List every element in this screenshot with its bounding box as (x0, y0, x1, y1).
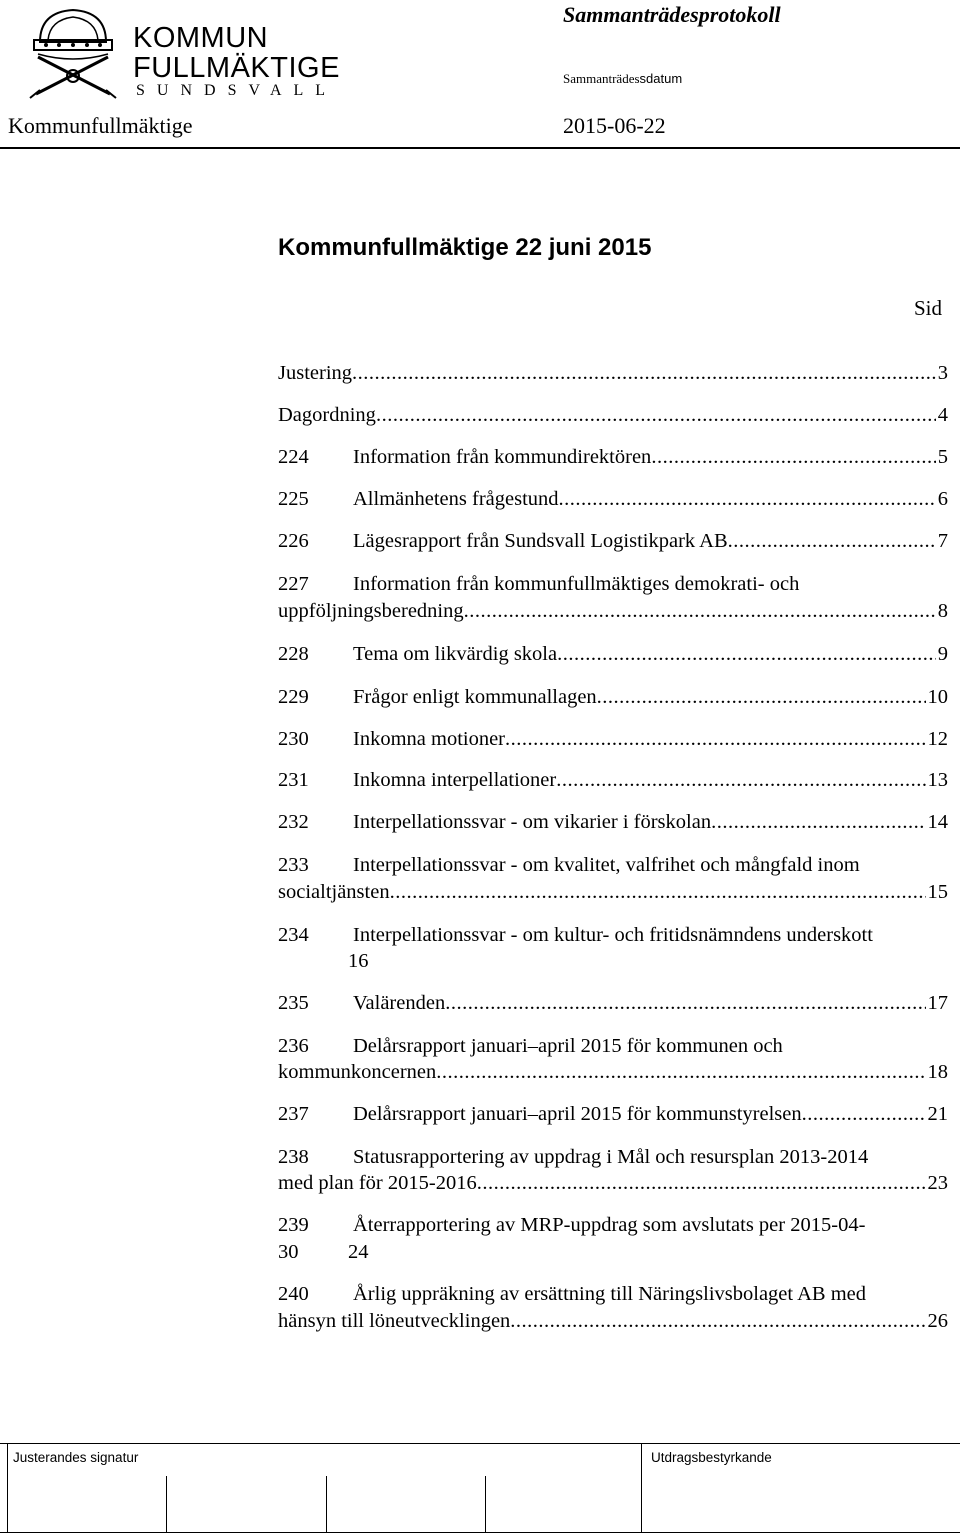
toc-entry-number: 238 (278, 1146, 309, 1168)
toc-entry-text: Valärenden (353, 992, 446, 1014)
signature-table (0, 1443, 960, 1533)
toc-entry-page: 18 (927, 1061, 948, 1083)
signature-box-3[interactable] (327, 1476, 485, 1532)
toc-entry-page: 17 (927, 992, 948, 1014)
toc-entry-text: Tema om likvärdig skola (353, 643, 558, 665)
toc-entry-first-line[interactable] (278, 1212, 865, 1238)
toc-entry[interactable] (278, 767, 948, 793)
toc-entry-page: 10 (927, 686, 948, 708)
toc-entry-text: Inkomna motioner (353, 728, 506, 750)
toc-entry-number: 233 (278, 854, 309, 876)
toc-entry-number: 239 (278, 1214, 309, 1236)
toc-entry-number: 230 (278, 728, 309, 750)
toc-entry[interactable] (278, 1170, 948, 1196)
toc-entry[interactable] (278, 1101, 948, 1127)
toc-entry-page: 12 (927, 728, 948, 750)
toc-entry-page: 3 (937, 362, 948, 384)
toc-entry-text-cont: hänsyn till löneutvecklingen (278, 1310, 511, 1332)
toc-entry-text-cont: socialtjänsten (278, 881, 390, 903)
toc-entry[interactable] (278, 1059, 948, 1085)
toc-entry-number: 232 (278, 811, 309, 833)
toc-entry[interactable] (278, 879, 948, 905)
toc-entry[interactable] (278, 990, 948, 1016)
document-title: Kommunfullmäktige 22 juni 2015 (278, 234, 652, 261)
toc-entry[interactable] (278, 641, 948, 667)
toc-entry-number: 236 (278, 1035, 309, 1057)
toc-entry-number: 235 (278, 992, 309, 1014)
toc-entry[interactable] (278, 528, 948, 554)
toc-entry-page: 14 (927, 811, 948, 833)
toc-entry-number: 237 (278, 1103, 309, 1125)
toc-entry-page: 4 (937, 404, 948, 426)
toc-entry[interactable] (278, 1308, 948, 1334)
toc-entry[interactable] (278, 598, 948, 624)
toc-entry-page: 21 (927, 1103, 948, 1125)
toc-entry-number: 240 (278, 1283, 309, 1305)
toc-entry-page: 24 (348, 1241, 369, 1263)
toc-entry-first-line[interactable] (278, 1144, 868, 1170)
toc-entry-text: Lägesrapport från Sundsvall Logistikpark AB (353, 530, 728, 552)
toc-entry-text: Årlig uppräkning av ersättning till Näringslivsbolaget AB med (353, 1283, 866, 1305)
toc-entry-text: Frågor enligt kommunallagen (353, 686, 597, 708)
toc-entry-number: 227 (278, 573, 309, 595)
toc-entry[interactable] (278, 444, 948, 470)
toc-entry-page: 7 (937, 530, 948, 552)
toc-entry-page: 15 (927, 881, 948, 903)
toc-entry-page: 26 (927, 1310, 948, 1332)
signature-label: Justerandes signatur (13, 1450, 139, 1465)
toc-entry-text: Statusrapportering av uppdrag i Mål och resursplan 2013-2014 (353, 1146, 869, 1168)
logo-line-2: FULLMÄKTIGE (133, 52, 340, 84)
signature-box-1[interactable] (8, 1476, 166, 1532)
date-label-a: Sammanträdes (563, 71, 640, 86)
toc-entry-text-cont: uppföljningsberedning (278, 600, 464, 622)
toc-entry-text-cont: med plan för 2015-2016 (278, 1172, 477, 1194)
toc-entry-text: Återrapportering av MRP-uppdrag som avslutats per 2015-04- (353, 1214, 866, 1236)
toc-entry-text: Information från kommundirektören (353, 446, 652, 468)
signature-box-2[interactable] (167, 1476, 326, 1532)
protocol-title: Sammanträdesprotokoll (563, 2, 781, 27)
toc-entry-page: 9 (937, 643, 948, 665)
toc-entry[interactable] (278, 684, 948, 710)
date-label-b: sdatum (639, 71, 683, 86)
toc-entry-text: Dagordning (278, 404, 376, 426)
toc-entry[interactable] (278, 486, 948, 512)
toc-entry-text-cont: 30 (278, 1241, 299, 1263)
toc-entry[interactable] (278, 402, 948, 428)
toc-entry[interactable] (278, 726, 948, 752)
toc-entry-text: Delårsrapport januari–april 2015 för kommunen och (353, 1035, 783, 1057)
date-label (563, 71, 682, 87)
crest-icon (18, 2, 128, 102)
toc-entry-first-line[interactable] (278, 1281, 866, 1307)
meeting-date: 2015-06-22 (563, 113, 666, 138)
logo-line-1: KOMMUN (133, 22, 269, 54)
toc-entry-text: Inkomna interpellationer (353, 769, 557, 791)
toc-entry-first-line[interactable] (278, 922, 873, 948)
certification-label: Utdragsbestyrkande (651, 1450, 772, 1465)
toc-entry-text: Interpellationssvar - om kvalitet, valfrihet och mångfald inom (353, 854, 860, 876)
toc-entry-number: 229 (278, 686, 309, 708)
page-column-label: Sid (914, 296, 943, 320)
toc-entry-cont[interactable] (278, 1239, 369, 1265)
toc-entry-page: 13 (927, 769, 948, 791)
body-name: Kommunfullmäktige (8, 113, 193, 138)
toc-entry-number: 234 (278, 924, 309, 946)
logo-line-3: SUNDSVALL (136, 82, 338, 99)
toc-entry-first-line[interactable] (278, 1033, 783, 1059)
toc-entry-page: 8 (937, 600, 948, 622)
certification-box[interactable] (642, 1476, 960, 1532)
toc-entry-number: 224 (278, 446, 309, 468)
toc-entry-first-line[interactable] (278, 571, 799, 597)
toc-entry-text: Interpellationssvar - om vikarier i förskolan (353, 811, 712, 833)
toc-entry[interactable] (278, 360, 948, 386)
toc-entry-text: Delårsrapport januari–april 2015 för kommunstyrelsen (353, 1103, 802, 1125)
toc-entry-text: Interpellationssvar - om kultur- och fritidsnämndens underskott (353, 924, 873, 946)
toc-entry-number: 231 (278, 769, 309, 791)
toc-entry-text: Allmänhetens frågestund (353, 488, 559, 510)
signature-box-4[interactable] (486, 1476, 641, 1532)
toc-entry-number: 228 (278, 643, 309, 665)
toc-entry-text: Information från kommunfullmäktiges demokrati- och (353, 573, 800, 595)
toc-entry-page: 5 (937, 446, 948, 468)
toc-entry-number: 226 (278, 530, 309, 552)
toc-entry-first-line[interactable] (278, 852, 860, 878)
toc-entry-text-cont: kommunkoncernen (278, 1061, 437, 1083)
toc-entry-page: 23 (927, 1172, 948, 1194)
toc-entry-text: Justering (278, 362, 353, 384)
toc-entry-page: 6 (937, 488, 948, 510)
toc-entry[interactable] (278, 809, 948, 835)
header-divider (0, 147, 960, 149)
toc-entry-number: 225 (278, 488, 309, 510)
toc-entry-page[interactable]: 16 (348, 950, 369, 972)
